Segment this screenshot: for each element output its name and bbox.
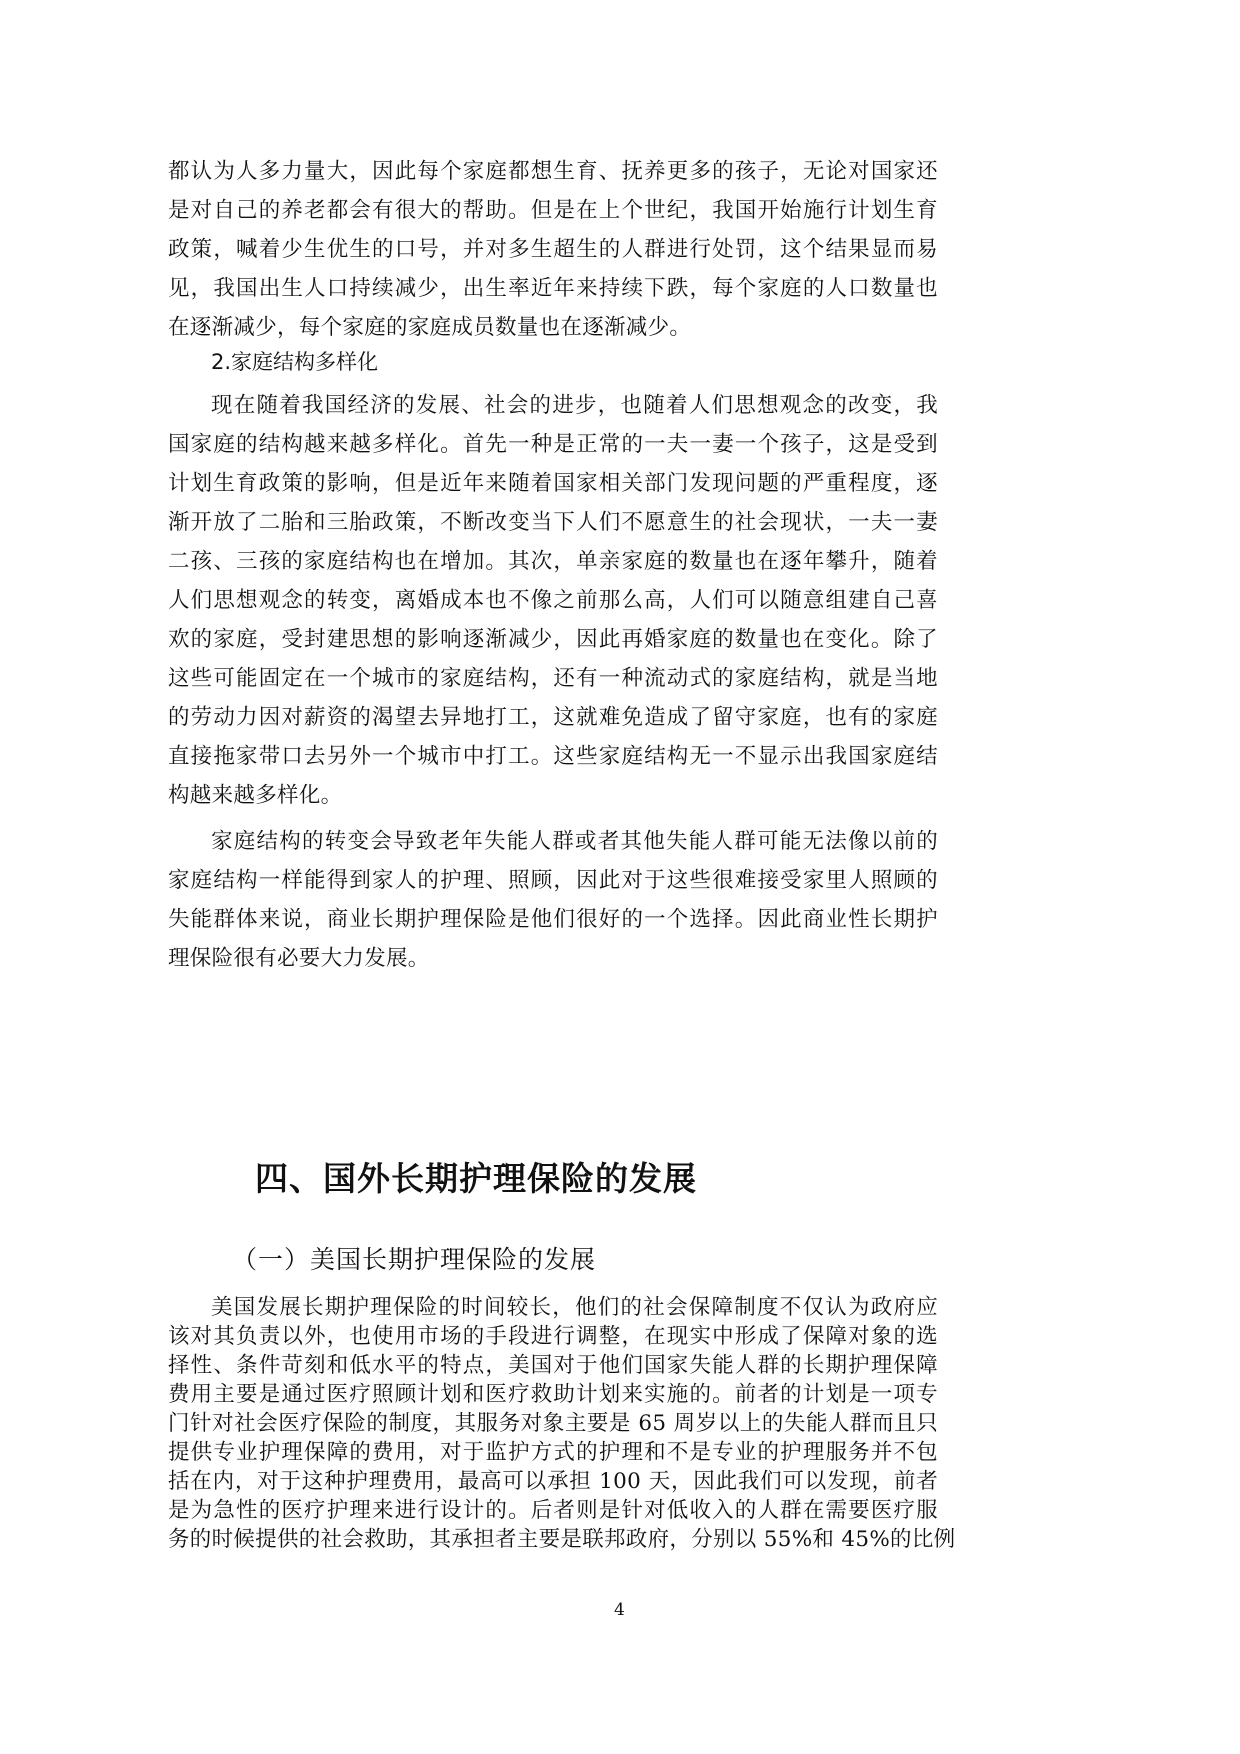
text-line: 直接拖家带口去另外一个城市中打工。这些家庭结构无一不显示出我国家庭结 <box>168 744 938 769</box>
text-line: 都认为人多力量大，因此每个家庭都想生育、抚养更多的孩子，无论对国家还 <box>168 159 938 184</box>
text-line: 门针对社会医疗保险的制度，其服务对象主要是 65 周岁以上的失能人群而且只 <box>168 1411 938 1436</box>
text-line: 国家庭的结构越来越多样化。首先一种是正常的一夫一妻一个孩子，这是受到 <box>168 432 938 457</box>
subheading-family-structure: 2.家庭结构多样化 <box>211 350 379 374</box>
text-line: 理保险很有必要大力发展。 <box>168 946 430 971</box>
text-line: 家庭结构一样能得到家人的护理、照顾，因此对于这些很难接受家里人照顾的 <box>168 868 938 893</box>
text-line: 计划生育政策的影响，但是近年来随着国家相关部门发现问题的严重程度，逐 <box>168 471 938 496</box>
text-line: 二孩、三孩的家庭结构也在增加。其次，单亲家庭的数量也在逐年攀升，随着 <box>168 549 938 574</box>
text-line: 费用主要是通过医疗照顾计划和医疗救助计划来实施的。前者的计划是一项专 <box>168 1382 938 1407</box>
text-line: 是为急性的医疗护理来进行设计的。后者则是针对低收入的人群在需要医疗服 <box>168 1498 938 1523</box>
text-line: 是对自己的养老都会有很大的帮助。但是在上个世纪，我国开始施行计划生育 <box>168 198 938 223</box>
text-line: 政策，喊着少生优生的口号，并对多生超生的人群进行处罚，这个结果显而易 <box>168 237 938 262</box>
text-line: 欢的家庭，受封建思想的影响逐渐减少，因此再婚家庭的数量也在变化。除了 <box>168 627 938 652</box>
subsection-heading: （一）美国长期护理保险的发展 <box>232 1245 597 1274</box>
text-line: 提供专业护理保障的费用，对于监护方式的护理和不是专业的护理服务并不包 <box>168 1440 938 1465</box>
text-line: 括在内，对于这种护理费用，最高可以承担 100 天，因此我们可以发现，前者 <box>168 1469 938 1494</box>
text-line: 构越来越多样化。 <box>168 783 343 808</box>
text-line: 美国发展长期护理保险的时间较长，他们的社会保障制度不仅认为政府应 <box>211 1295 938 1320</box>
text-line: 在逐渐减少，每个家庭的家庭成员数量也在逐渐减少。 <box>168 315 692 340</box>
text-line: 现在随着我国经济的发展、社会的进步，也随着人们思想观念的改变，我 <box>211 393 938 418</box>
section-heading: 四、国外长期护理保险的发展 <box>255 1159 697 1198</box>
text-line: 人们思想观念的转变，离婚成本也不像之前那么高，人们可以随意组建自己喜 <box>168 588 938 613</box>
text-line: 的劳动力因对薪资的渴望去异地打工，这就难免造成了留守家庭，也有的家庭 <box>168 705 938 730</box>
text-line: 失能群体来说，商业长期护理保险是他们很好的一个选择。因此商业性长期护 <box>168 907 938 932</box>
text-line: 择性、条件苛刻和低水平的特点，美国对于他们国家失能人群的长期护理保障 <box>168 1353 938 1378</box>
text-line: 务的时候提供的社会救助，其承担者主要是联邦政府，分别以 55%和 45%的比例 <box>168 1527 956 1552</box>
page-number: 4 <box>614 1600 625 1620</box>
text-line: 这些可能固定在一个城市的家庭结构，还有一种流动式的家庭结构，就是当地 <box>168 666 938 691</box>
text-line: 渐开放了二胎和三胎政策，不断改变当下人们不愿意生的社会现状，一夫一妻 <box>168 510 938 535</box>
text-line: 该对其负责以外，也使用市场的手段进行调整，在现实中形成了保障对象的选 <box>168 1324 938 1349</box>
text-line: 见，我国出生人口持续减少，出生率近年来持续下跌，每个家庭的人口数量也 <box>168 276 938 301</box>
text-line: 家庭结构的转变会导致老年失能人群或者其他失能人群可能无法像以前的 <box>211 829 938 854</box>
